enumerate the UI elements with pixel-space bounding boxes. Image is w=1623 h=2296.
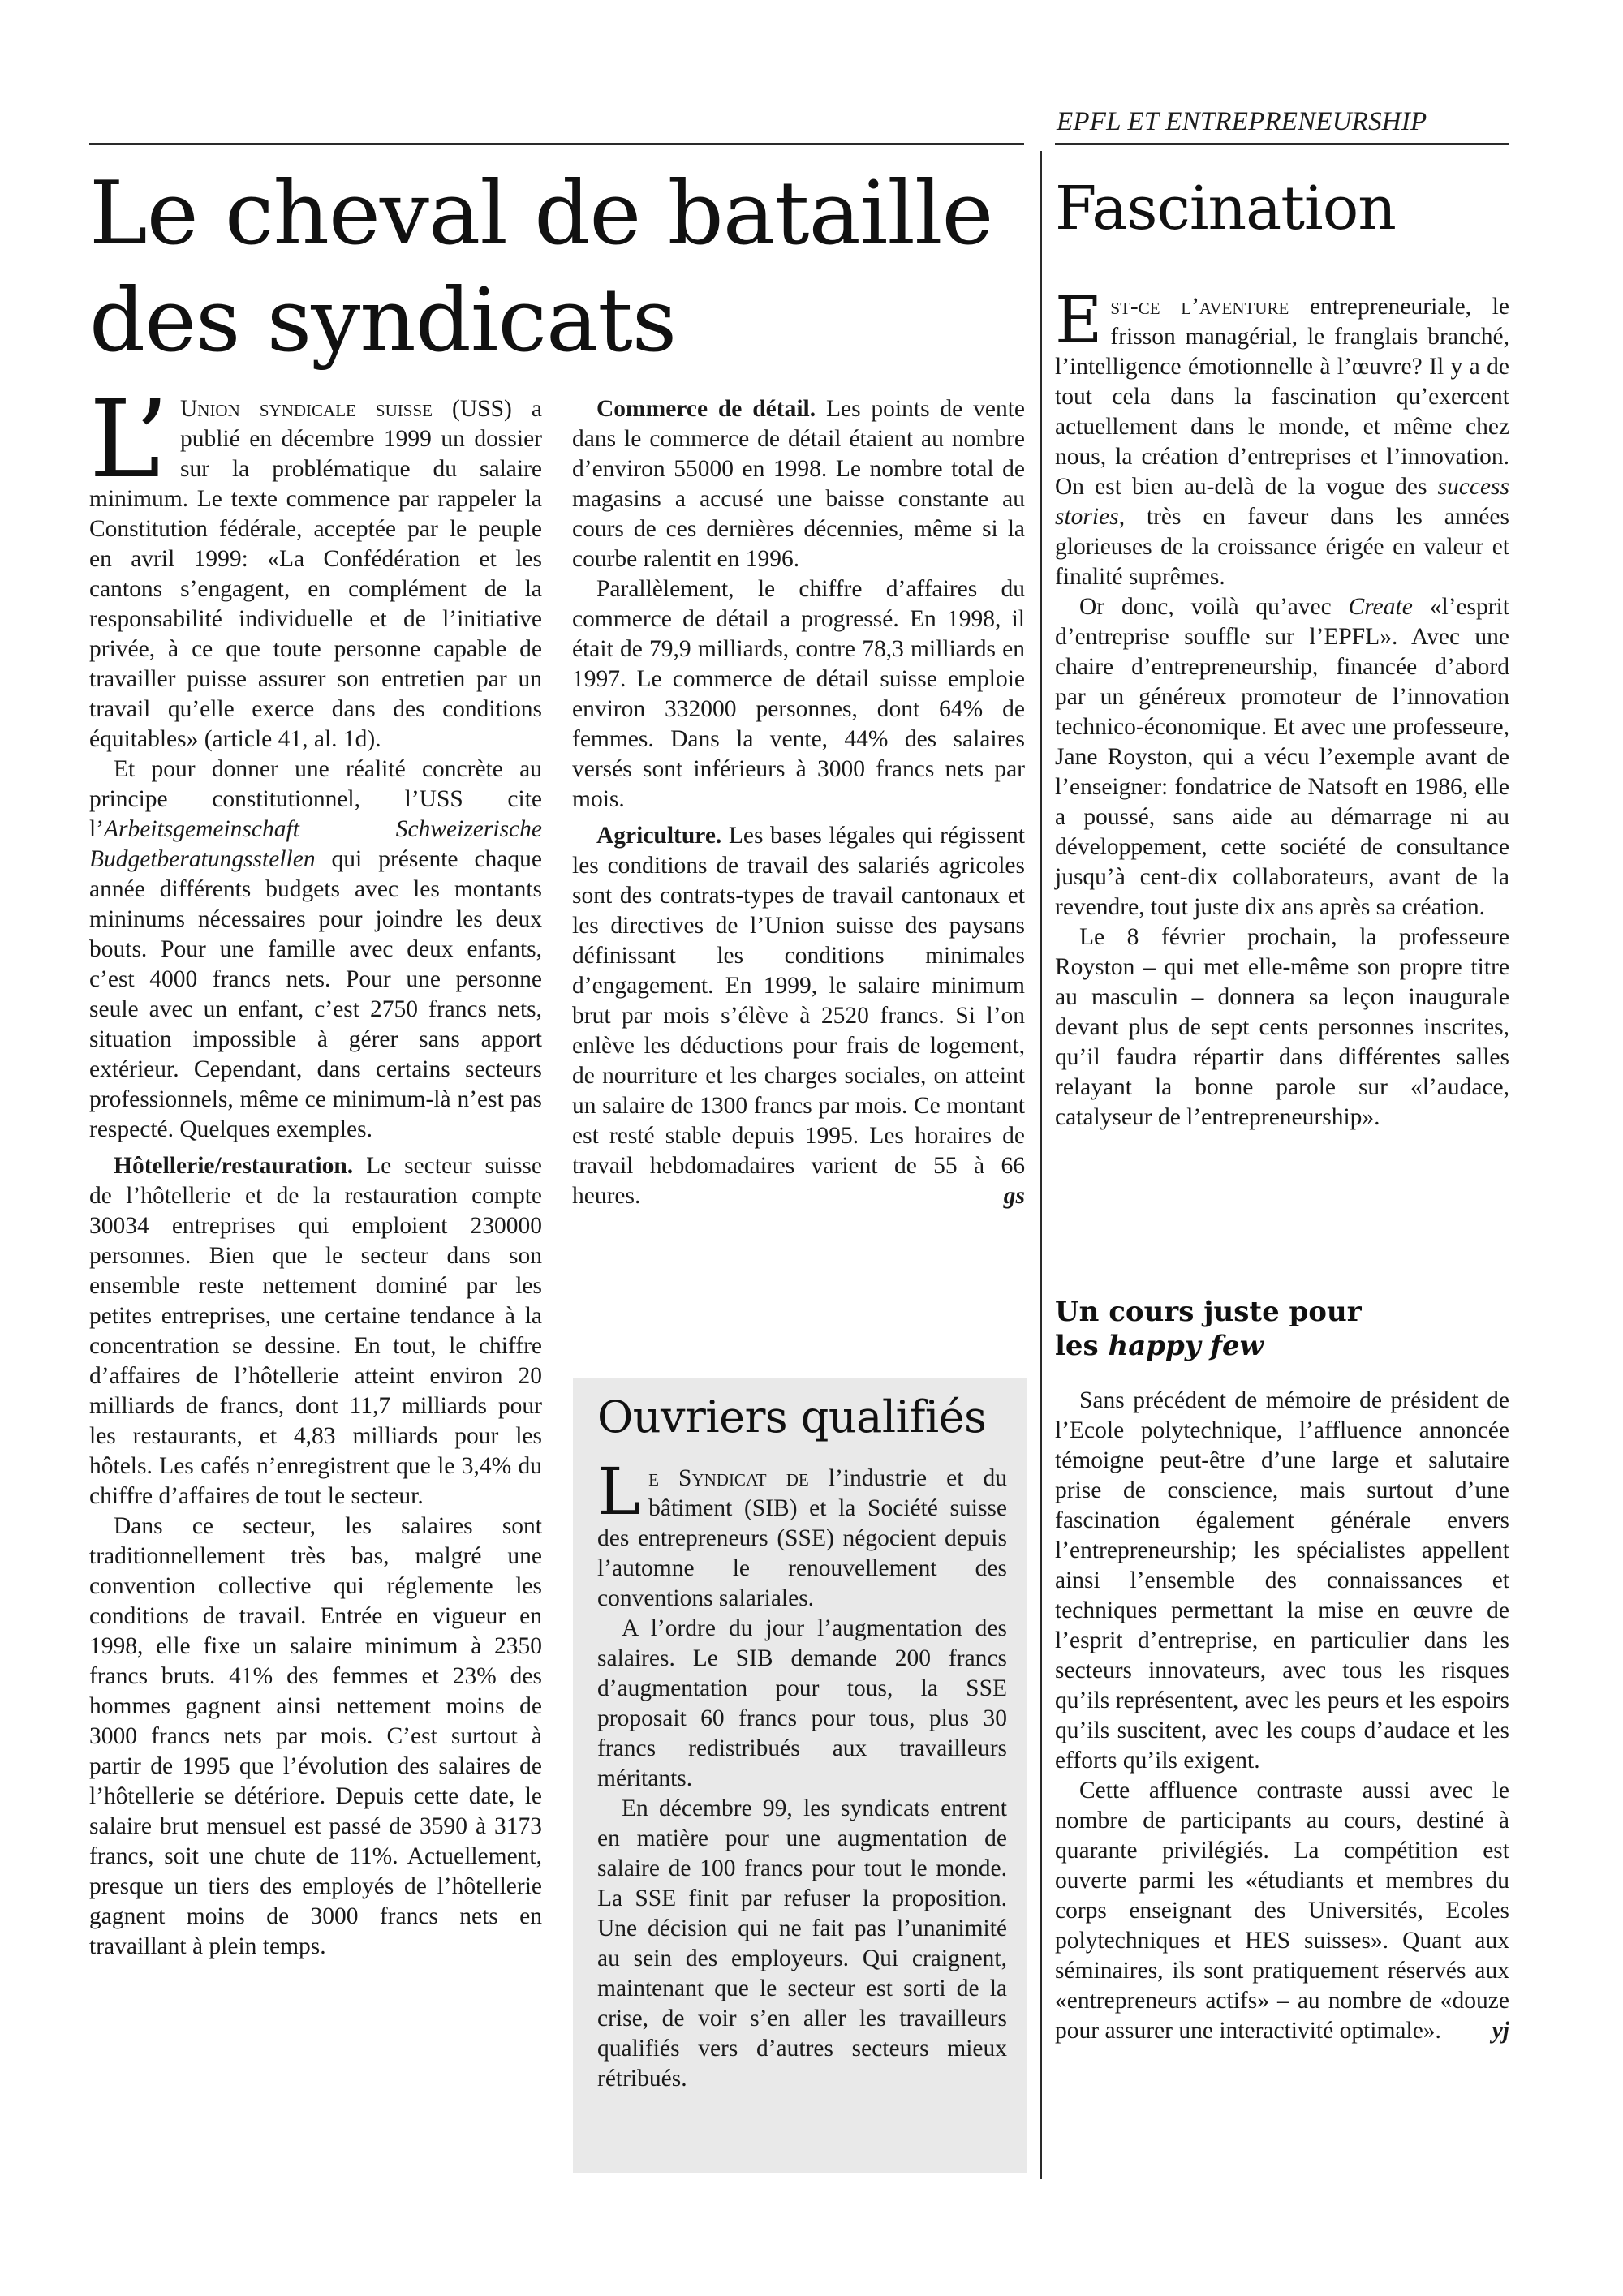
top-rule-right bbox=[1055, 143, 1509, 145]
paragraph bbox=[89, 377, 542, 755]
top-rule-left bbox=[89, 143, 1024, 145]
paragraph-lead: Commerce de détail. bbox=[596, 396, 816, 422]
main-headline: Le cheval de bataille des syndicats bbox=[89, 163, 993, 372]
drop-cap: L bbox=[597, 1454, 641, 1529]
subheading-line: les bbox=[1055, 1330, 1109, 1362]
paragraph-text: qui présente chaque année différents budgets avec les montants mininums nécessaires pour joindre les deux bouts. Pour une famille avec deux enfants, c’est 4000 francs nets. Pour une personne seule avec un enfant, c’est 2750 francs nets, situation impossible à gérer sans apport extérieur. Cependant, dans certains secteurs professionnels, même ce minimum-là n’est pas respecté. Quelques exemples. bbox=[89, 846, 542, 1142]
section-label: EPFL ET ENTREPRENEURSHIP bbox=[1057, 107, 1427, 136]
paragraph bbox=[1055, 592, 1509, 922]
paragraph: Dans ce secteur, les salaires sont traditionnellement très bas, malgré une convention collective qui réglemente les conditions de travail. Entrée en vigueur en 1998, elle fixe un salaire minimum à 2350 francs bruts. 41% des femmes et 23% des hommes gagnent ainsi nettement moins de 3000 francs nets par mois. C’est surtout à partir de 1995 que l’évolution des salaires de l’hôtellerie se détériore. Depuis cette date, le salaire brut mensuel est passé de 3590 à 3173 francs, soit une chute de 11%. Actuellement, presque un tiers des employés de l’hôtellerie gagnent moins de 3000 francs nets en travaillant à plein temps. bbox=[89, 1513, 542, 1959]
paragraph-text: «l’esprit d’entreprise souffle sur l’EPFL». Avec une chaire d’entrepreneurship, financée d’abord par un généreux promoteur de l’innovation technico-économique. Et avec une professeure, Jane Royston, qui a vécu l’exemple avant de l’enseigner: fondatrice de Natsoft en 1986, elle a poussé, sans aide au démarrage ni au développement, cette société de consultance jusqu’à cent-dix collaborateurs, avant de la revendre, tout juste dix ans après sa création. bbox=[1055, 594, 1509, 920]
paragraph: A l’ordre du jour l’augmentation des salaires. Le SIB demande 200 francs d’augmentation pour tous, la SSE proposait 60 francs pour tous, plus 30 francs redistribués aux travailleurs méritants. bbox=[597, 1615, 1007, 1791]
small-caps-lead: Union syndicale suisse bbox=[179, 396, 433, 422]
paragraph bbox=[597, 1454, 1008, 1614]
main-article-column-1 bbox=[89, 377, 542, 1962]
author-signature: yj bbox=[1492, 2018, 1509, 2044]
paragraph-lead: Hôtellerie/restauration. bbox=[114, 1153, 354, 1179]
paragraph-text: Le secteur suisse de l’hôtellerie et de la restauration compte 30034 entreprises qui emploient 230000 personnes. Bien que le secteur dans son ensemble reste nettement dominé par les petites entreprises, une certaine tendance à la concentration se dessine. En tout, le chiffre d’affaires de l’hôtellerie atteint environ 20 milliards de francs, dont 11,7 milliards pour les restaurants, et 4,83 milliards pour les hôtels. Les cafés n’enregistrent que le 3,4% du chiffre d’affaires de tout le secteur. bbox=[89, 1153, 542, 1509]
column-separator bbox=[1040, 151, 1042, 2179]
paragraph: Le 8 février prochain, la professeure Royston – qui met elle-même son propre titre au masculin – donnera sa leçon inaugurale devant plus de sept cents personnes inscrites, qu’il faudra répartir dans différentes salles relayant la bonne parole sur «l’audace, catalyseur de l’entrepreneurship». bbox=[1055, 924, 1509, 1130]
sidebar-box bbox=[573, 1378, 1027, 2173]
paragraph-text: Or donc, voilà qu’avec bbox=[1079, 594, 1349, 620]
small-caps-lead: st-ce l’aventure bbox=[1110, 294, 1289, 320]
main-article-column-2 bbox=[572, 394, 1025, 1211]
box-title: Ouvriers qualifiés bbox=[597, 1391, 987, 1443]
drop-cap: L’ bbox=[89, 377, 169, 502]
side-headline: Fascination bbox=[1055, 174, 1396, 243]
paragraph bbox=[572, 394, 1025, 574]
italic-name: Create bbox=[1348, 594, 1413, 620]
italic-name: Arbeitsgemeinschaft Schweizerische Budgetberatungsstellen bbox=[89, 816, 542, 872]
author-signature: gs bbox=[1003, 1183, 1025, 1209]
side-subheading bbox=[1055, 1295, 1509, 1363]
side-article-column bbox=[1055, 282, 1509, 1133]
box-body bbox=[597, 1454, 1008, 2094]
side-article-column-continued bbox=[1055, 1386, 1509, 2046]
paragraph-text: Les points de vente dans le commerce de détail étaient au nombre d’environ 55000 en 1998. Le nombre total de magasins a accusé une baisse constante au cours de ces dernières décennies, même si la courbe ralentit en 1996. bbox=[572, 396, 1025, 572]
paragraph bbox=[1055, 282, 1509, 592]
small-caps-lead: e Syndicat de bbox=[648, 1465, 809, 1491]
paragraph: Cette affluence contraste aussi avec le nombre de participants au cours, destiné à quarante privilégiés. La compétition est ouverte parmi les «étudiants et membres du corps enseignant des Universités, Ecoles polytechniques et HES suisses». Quant aux séminaires, ils sont pratiquement réservés aux «entrepreneurs actifs» – au nombre de «douze pour assurer une interactivité optimale». bbox=[1055, 1778, 1509, 2044]
subheading-italic: happy few bbox=[1108, 1330, 1264, 1362]
paragraph: En décembre 99, les syndicats entrent en matière pour une augmentation de salaire de 100 francs pour tout le monde. La SSE finit par refuser la proposition. Une décision qui ne fait pas l’unanimité au sein des employeurs. Qui craignent, maintenant que le secteur est sorti de la crise, de voir s’en aller les travailleurs qualifiés vers d’autres secteurs mieux rétribués. bbox=[597, 1795, 1007, 2092]
paragraph: Parallèlement, le chiffre d’affaires du commerce de détail a progressé. En 1998, il était de 79,9 milliards, contre 78,3 milliards en 1997. Le commerce de détail suisse emploie environ 332000 personnes, dont 64% de femmes. Dans la vente, 44% des salaires versés sont inférieurs à 3000 francs nets par mois. bbox=[572, 576, 1025, 812]
paragraph bbox=[89, 1151, 542, 1511]
subheading-line: Un cours juste pour bbox=[1055, 1296, 1362, 1328]
paragraph-text: (USS) a publié en décembre 1999 un dossier sur la problématique du salaire minimum. Le texte commence par rappeler la Constitution fédérale, acceptée par le peuple en avril 1999: «La Confédération et les cantons s’engagent, en complément de la responsabilité individuelle et de l’initiative privée, à ce que toute personne capable de travailler puisse assurer son entretien par un travail qu’elle exerce dans des conditions équitables» (article 41, al. 1d). bbox=[89, 396, 542, 752]
paragraph-text: Les bases légales qui régissent les conditions de travail des salariés agricoles sont des contrats-types de travail cantonaux et les directives de l’Union suisse des paysans définissant les conditions minimales d’engagement. En 1999, le salaire minimum brut par mois s’élève à 2520 francs. Si l’on enlève les déductions pour frais de logement, de nourriture et les charges sociales, on atteint un salaire de 1300 francs par mois. Ce montant est resté stable depuis 1995. Les horaires de travail hebdomadaires varient de 55 à 66 heures. bbox=[572, 823, 1025, 1209]
paragraph-text: , très en faveur dans les années glorieuses de la croissance érigée en valeur et finalité suprêmes. bbox=[1055, 504, 1509, 590]
paragraph: Sans précédent de mémoire de président de l’Ecole polytechnique, l’affluence annoncée témoigne peut-être d’une large et salutaire prise de conscience, mais surtout d’une fascination également générale envers l’entrepreneurship; les spécialistes appellent ainsi l’ensemble des connaissances et techniques permettant la mise en œuvre de l’esprit d’entreprise, en particulier dans les secteurs innovateurs, avec tous les risques qu’ils représentent, avec les peurs et les espoirs qu’ils suscitent, avec les coups d’audace et les efforts qu’ils exigent. bbox=[1055, 1387, 1509, 1774]
italic-phrase: success stories bbox=[1055, 474, 1509, 530]
paragraph-lead: Agriculture. bbox=[596, 823, 722, 849]
paragraph bbox=[572, 821, 1025, 1211]
drop-cap: E bbox=[1055, 282, 1103, 358]
paragraph-text: Et pour donner une réalité concrète au principe constitutionnel, l’USS cite l’ bbox=[89, 756, 542, 842]
paragraph-text: entrepreneuriale, le frisson managérial, le franglais branché, l’intelligence émotionnelle à l’œuvre? Il y a de tout cela dans la fascination qu’exercent actuellement dans le monde, et même chez nous, la création d’entreprises et l’innovation. On est bien au-delà de la vogue des bbox=[1055, 294, 1509, 500]
paragraph bbox=[89, 755, 542, 1145]
paragraph-text: l’industrie et du bâtiment (SIB) et la Société suisse des entrepreneurs (SSE) négocient depuis l’automne le renouvellement des conventions salariales. bbox=[597, 1465, 1008, 1611]
